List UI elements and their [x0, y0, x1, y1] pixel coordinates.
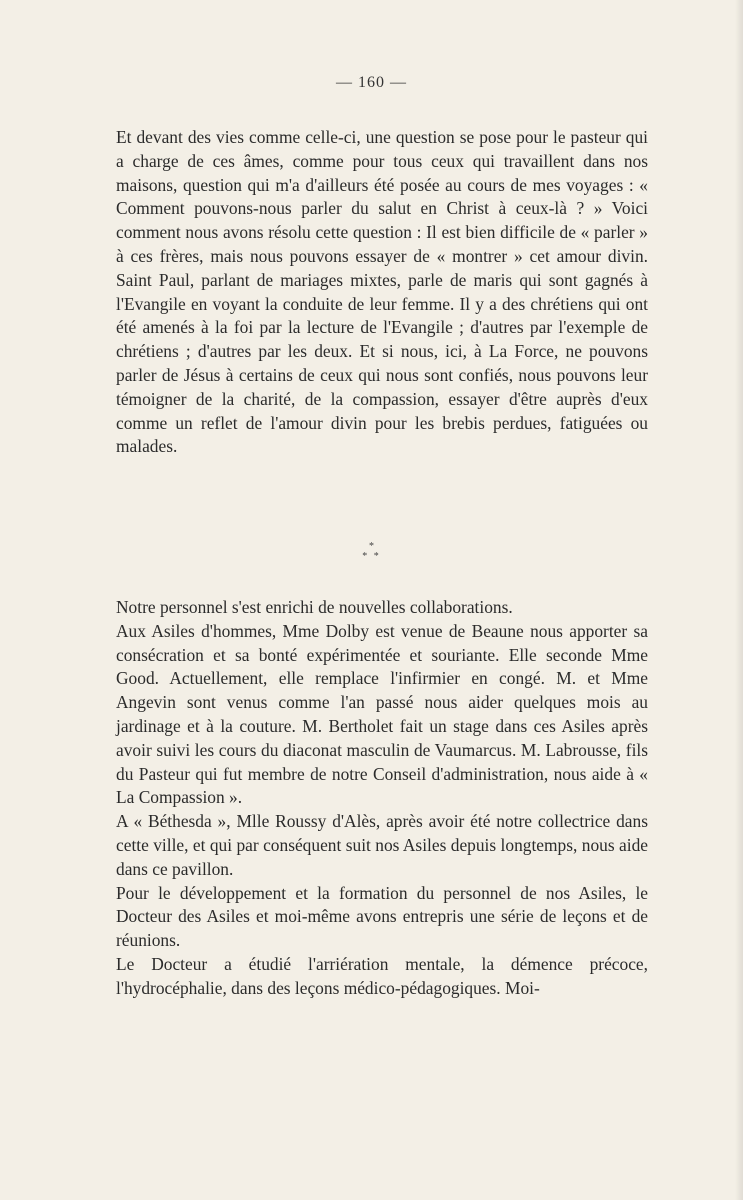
section-separator	[0, 542, 743, 562]
body-text-section-2	[116, 596, 648, 1001]
page-edge-shadow	[735, 0, 743, 1200]
paragraph: Notre personnel s'est enrichi de nouvelles collaborations.	[116, 597, 513, 617]
paragraph: Le Docteur a étudié l'arriération mentale, la démence précoce, l'hydrocéphalie, dans des leçons médico-pédagogiques. Moi-	[116, 953, 648, 998]
paragraph: Pour le développement et la formation du personnel de nos Asiles, le Docteur des Asiles et moi-même avons entrepris une série de leçons et de réunions.	[116, 882, 648, 951]
separator-asterisks-bottom: * *	[362, 551, 381, 562]
body-text-section-1	[116, 126, 648, 459]
separator-asterisk-top: *	[369, 541, 374, 552]
paragraph: Aux Asiles d'hommes, Mme Dolby est venue de Beaune nous apporter sa consécration et sa bonté expérimentée et souriante. Elle seconde Mme Good. Actuellement, elle remplace l'infirmier en congé. M. et Mme Angevin sont venus comme l'an passé nous aider quelques mois au jardinage et à la couture. M. Bertholet fait un stage dans ces Asiles après avoir suivi les cours du diaconat masculin de Vaumarcus. M. Labrousse, fils du Pasteur qui fut membre de notre Conseil d'administration, nous aide à « La Compassion ».	[116, 620, 648, 808]
page-number: — 160 —	[336, 74, 407, 91]
paragraph: A « Béthesda », Mlle Roussy d'Alès, après avoir été notre collectrice dans cette ville, et qui par conséquent suit nos Asiles depuis longtemps, nous aide dans ce pavillon.	[116, 811, 648, 879]
paragraph: Et devant des vies comme celle-ci, une question se pose pour le pasteur qui a charge de ces âmes, comme pour tous ceux qui travaillent dans nos maisons, question qui m'a d'ailleurs été posée au cours de mes voyages : « Comment pouvons-nous parler du salut en Christ à ceux-là ? » Voici comment nous avons résolu cette question : Il est bien difficile de « parler » à ces frères, mais nous pouvons essayer de « montrer » cet amour divin. Saint Paul, parlant de mariages mixtes, parle de maris qui sont gagnés à l'Evangile en voyant la conduite de leur femme. Il y a des chrétiens qui ont été amenés à la foi par la lecture de l'Evangile ; d'autres par l'exemple de chrétiens ; d'autres par les deux. Et si nous, ici, à La Force, ne pouvons parler de Jésus à certains de ceux qui nous sont confiés, nous pouvons leur témoigner de la charité, de la compassion, essayer d'être auprès d'eux comme un reflet de l'amour divin pour les brebis perdues, fatiguées ou malades.	[116, 127, 648, 457]
